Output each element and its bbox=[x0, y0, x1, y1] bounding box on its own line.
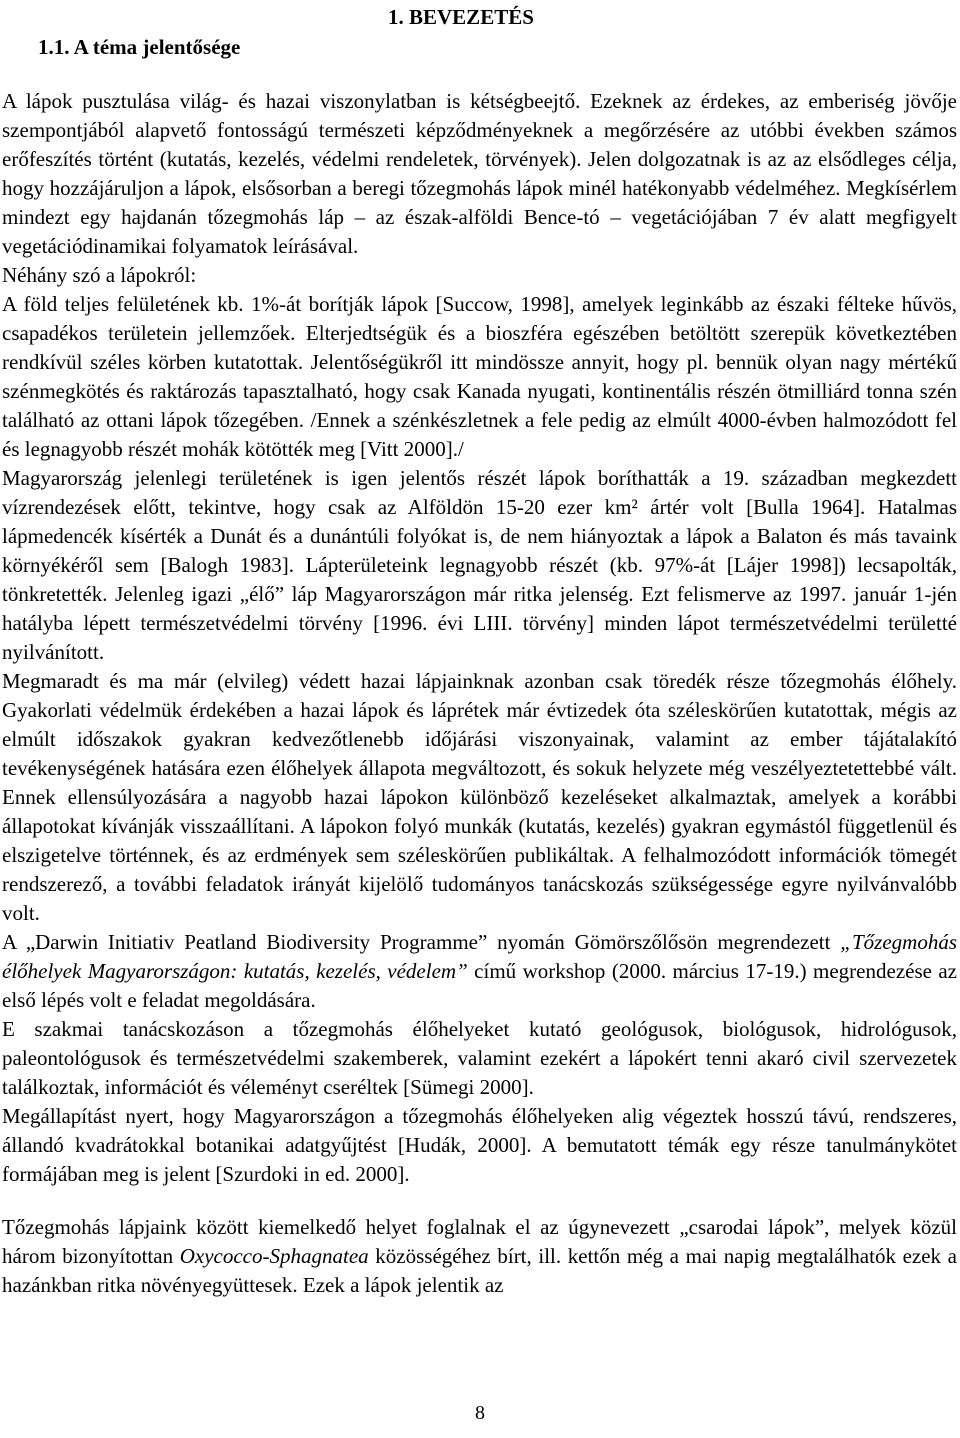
paragraph-subheading: Néhány szó a lápokról: bbox=[2, 263, 197, 287]
workshop-title: „Tőzegmohás élőhelyek Magyarországon: kutatás, kezelés, védelem” bbox=[2, 930, 957, 983]
paragraph-intro: A lápok pusztulása világ- és hazai viszonylatban is kétségbeejtő. Ezeknek az érdekes, az emberiség jövője szempontjából alapvető fontosságú természeti képződményeknek a megőrzésére az utóbbi években számos erőfeszítés történt (kutatás, kezelés, védelmi rendeletek, törvények). Jelen dolgozatnak is az az elsődleges célja, hogy hozzájáruljon a lápok, elsősorban a beregi tőzegmohás lápok minél hatékonyabb védelméhez. Megkísérlem mindezt egy hajdanán tőzegmohás láp – az észak-alföldi Bence-tó – vegetációjában 7 év alatt megfigyelt vegetációdinamikai folyamatok leírásával. bbox=[2, 89, 957, 258]
csaroda-text-before: Tőzegmohás lápjaink között kiemelkedő helyet foglalnak el az úgynevezett „csarodai lápok”, melyek közül három bizonyítottan bbox=[2, 1215, 957, 1268]
paragraph-findings: Megállapítást nyert, hogy Magyarországon a tőzegmohás élőhelyeken alig végeztek hosszú távú, rendszeres, állandó kvadrátokkal botanikai adatgyűjtést [Hudák, 2000]. A bemutatott témák egy része tanulmánykötet formájában meg is jelent [Szurdoki in ed. 2000]. bbox=[2, 1104, 957, 1186]
taxon-oxycocco: Oxycocco bbox=[179, 1244, 263, 1268]
taxon-sphagnatea: Sphagnatea bbox=[269, 1244, 369, 1268]
section-heading: 1.1. A téma jelentősége bbox=[38, 35, 241, 59]
workshop-text-after: című workshop (2000. március 17-19.) megrendezése az első lépés volt e feladat megoldására. bbox=[2, 959, 958, 1012]
paragraph-meeting: E szakmai tanácskozáson a tőzegmohás élőhelyeket kutató geológusok, biológusok, hidrológusok, paleontológusok és természetvédelmi szakemberek, valamint ezekért a lápokért tenni akaró civil szervezetek találkoztak, információt és véleményt cseréltek [Sümegi 2000]. bbox=[2, 1017, 957, 1099]
workshop-text-before: A „Darwin Initiativ Peatland Biodiversity Programme” nyomán Gömörszőlősön megrendezett bbox=[2, 930, 841, 954]
paragraph-peatlands-hungary: Magyarország jelenlegi területének is igen jelentős részét lápok boríthatták a 19. században megkezdett vízrendezések előtt, tekintve, hogy csak az Alföldön 15-20 ezer km² ártér volt [Bulla 1964]. Hatalmas lápmedencék kísérték a Dunát és a dunántúli folyókat is, de nem hiányoztak a lápok a Balaton és más tavaink környékéről sem [Balogh 1983]. Lápterületeink legnagyobb részét (kb. 97%-át [Lájer 1998]) lecsapolták, tönkretették. Jelenleg igazi „élő” láp Magyarországon már ritka jelenség. Ezt felismerve az 1997. január 1-jén hatályba lépett természetvédelmi törvény [1996. évi LIII. törvény] minden lápot természetvédelmi területté nyilvánított. bbox=[2, 466, 957, 664]
paragraph-protection: Megmaradt és ma már (elvileg) védett hazai lápjainknak azonban csak töredék része tőzegmohás élőhely. Gyakorlati védelmük érdekében a hazai lápok és láprétek már évtizedek óta széleskörűen kutatottak, mégis az elmúlt időszakok gyakran kedvezőtlenebb időjárási viszonyainak, valamint az ember tájátalakító tevékenységének hatására ezen élőhelyek állapota megváltozott, és sokuk helyzete még veszélyeztetettebbé vált. Ennek ellensúlyozására a nagyobb hazai lápokon különböző kezeléseket alkalmaztak, amelyek a korábbi állapotokat kívánják visszaállítani. A lápokon folyó munkák (kutatás, kezelés) gyakran egymástól függetlenül és elszigetelve történnek, és az erdmények sem széleskörűen publikáltak. A felhalmozódott információk tömegét rendszerező, a további feladatok irányát kijelölő tudományos tanácskozás szükségessége egyre nyilvánvalóbb volt. bbox=[2, 669, 957, 925]
paragraph-csaroda bbox=[2, 1213, 957, 1300]
taxon-hyphen: - bbox=[262, 1244, 270, 1268]
chapter-heading: 1. BEVEZETÉS bbox=[388, 5, 534, 29]
csaroda-text-after: közösségéhez bírt, ill. kettőn még a mai napig megtalálhatók ezek a hazánkban ritka növényegyüttesek. Ezek a lápok jelentik az bbox=[2, 1244, 957, 1297]
page-number: 8 bbox=[475, 1402, 485, 1424]
paragraph-peatlands-world: A föld teljes felületének kb. 1%-át borítják lápok [Succow, 1998], amelyek leginkább az északi félteke hűvös, csapadékos területein jellemzőek. Elterjedtségük és a bioszféra egészében betöltött szerepük következtében rendkívül széles körben kutatottak. Jelentőségükről itt mindössze annyit, hogy pl. bennük olyan nagy mértékű szénmegkötés és raktározás tapasztalható, hogy csak Kanada nyugati, kontinentális részén ötmilliárd tonna szén található az ottani lápok tőzegében. /Ennek a szénkészletnek a fele pedig az elmúlt 4000-évben halmozódott fel és legnagyobb részét mohák kötötték meg [Vitt 2000]./ bbox=[2, 292, 957, 461]
body-text bbox=[2, 87, 957, 1300]
paragraph-workshop bbox=[2, 928, 957, 1015]
